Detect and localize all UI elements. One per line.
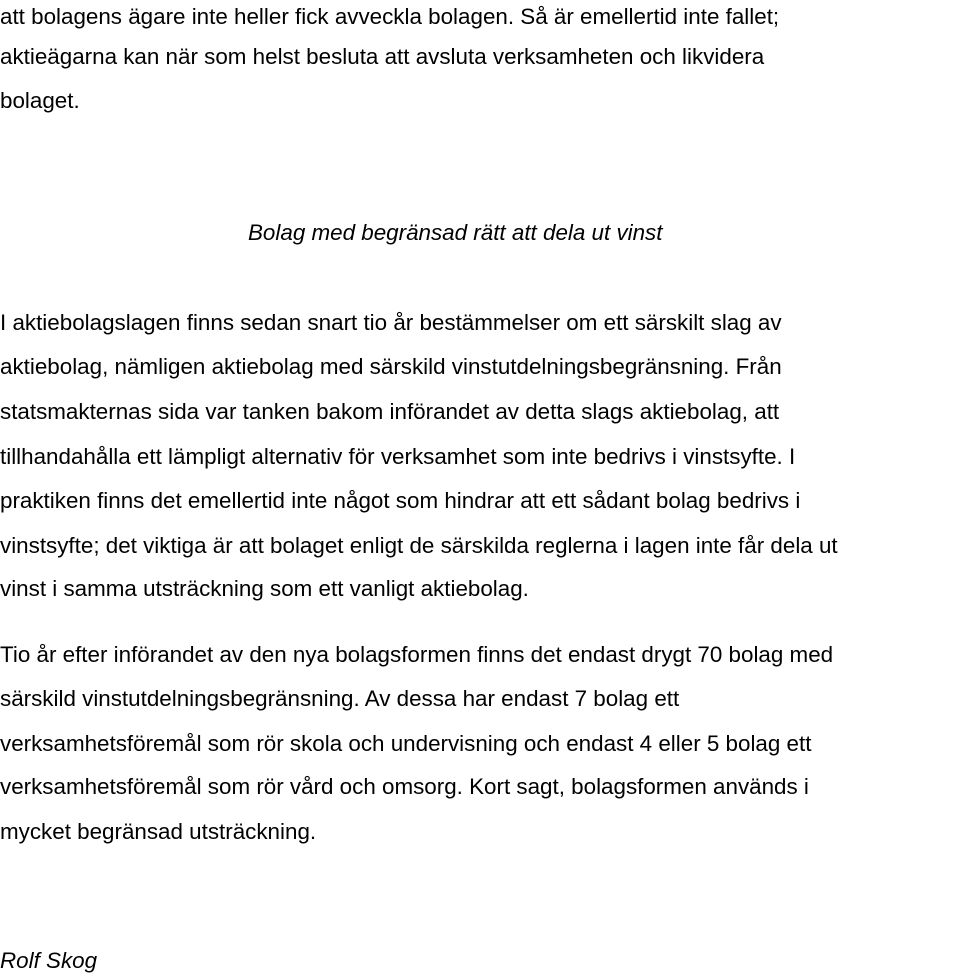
paragraph1-line: aktiebolag, nämligen aktiebolag med särskild vinstutdelningsbegränsning. Från: [0, 354, 782, 379]
paragraph1-line: vinstsyfte; det viktiga är att bolaget enligt de särskilda reglerna i lagen inte får dela ut: [0, 533, 838, 558]
paragraph2-line: verksamhetsföremål som rör skola och undervisning och endast 4 eller 5 bolag ett: [0, 731, 812, 756]
intro-line: att bolagens ägare inte heller fick avveckla bolagen. Så är emellertid inte fallet;: [0, 4, 780, 29]
paragraph1-line: statsmakternas sida var tanken bakom införandet av detta slags aktiebolag, att: [0, 399, 780, 424]
paragraph1-line: vinst i samma utsträckning som ett vanligt aktiebolag.: [0, 576, 529, 601]
paragraph2-line: verksamhetsföremål som rör vård och omsorg. Kort sagt, bolagsformen används i: [0, 774, 809, 799]
author-signature: Rolf Skog: [0, 948, 98, 973]
intro-line: aktieägarna kan när som helst besluta att avsluta verksamheten och likvidera: [0, 44, 765, 69]
paragraph1-line: tillhandahålla ett lämpligt alternativ för verksamhet som inte bedrivs i vinstsyfte. I: [0, 444, 796, 469]
paragraph2-line: Tio år efter införandet av den nya bolagsformen finns det endast drygt 70 bolag med: [0, 642, 834, 667]
intro-line: bolaget.: [0, 88, 80, 113]
section-heading: Bolag med begränsad rätt att dela ut vinst: [248, 220, 663, 245]
paragraph1-line: I aktiebolagslagen finns sedan snart tio år bestämmelser om ett särskilt slag av: [0, 310, 782, 335]
paragraph2-line: särskild vinstutdelningsbegränsning. Av dessa har endast 7 bolag ett: [0, 686, 680, 711]
paragraph1-line: praktiken finns det emellertid inte något som hindrar att ett sådant bolag bedrivs i: [0, 488, 801, 513]
paragraph2-line: mycket begränsad utsträckning.: [0, 819, 317, 844]
